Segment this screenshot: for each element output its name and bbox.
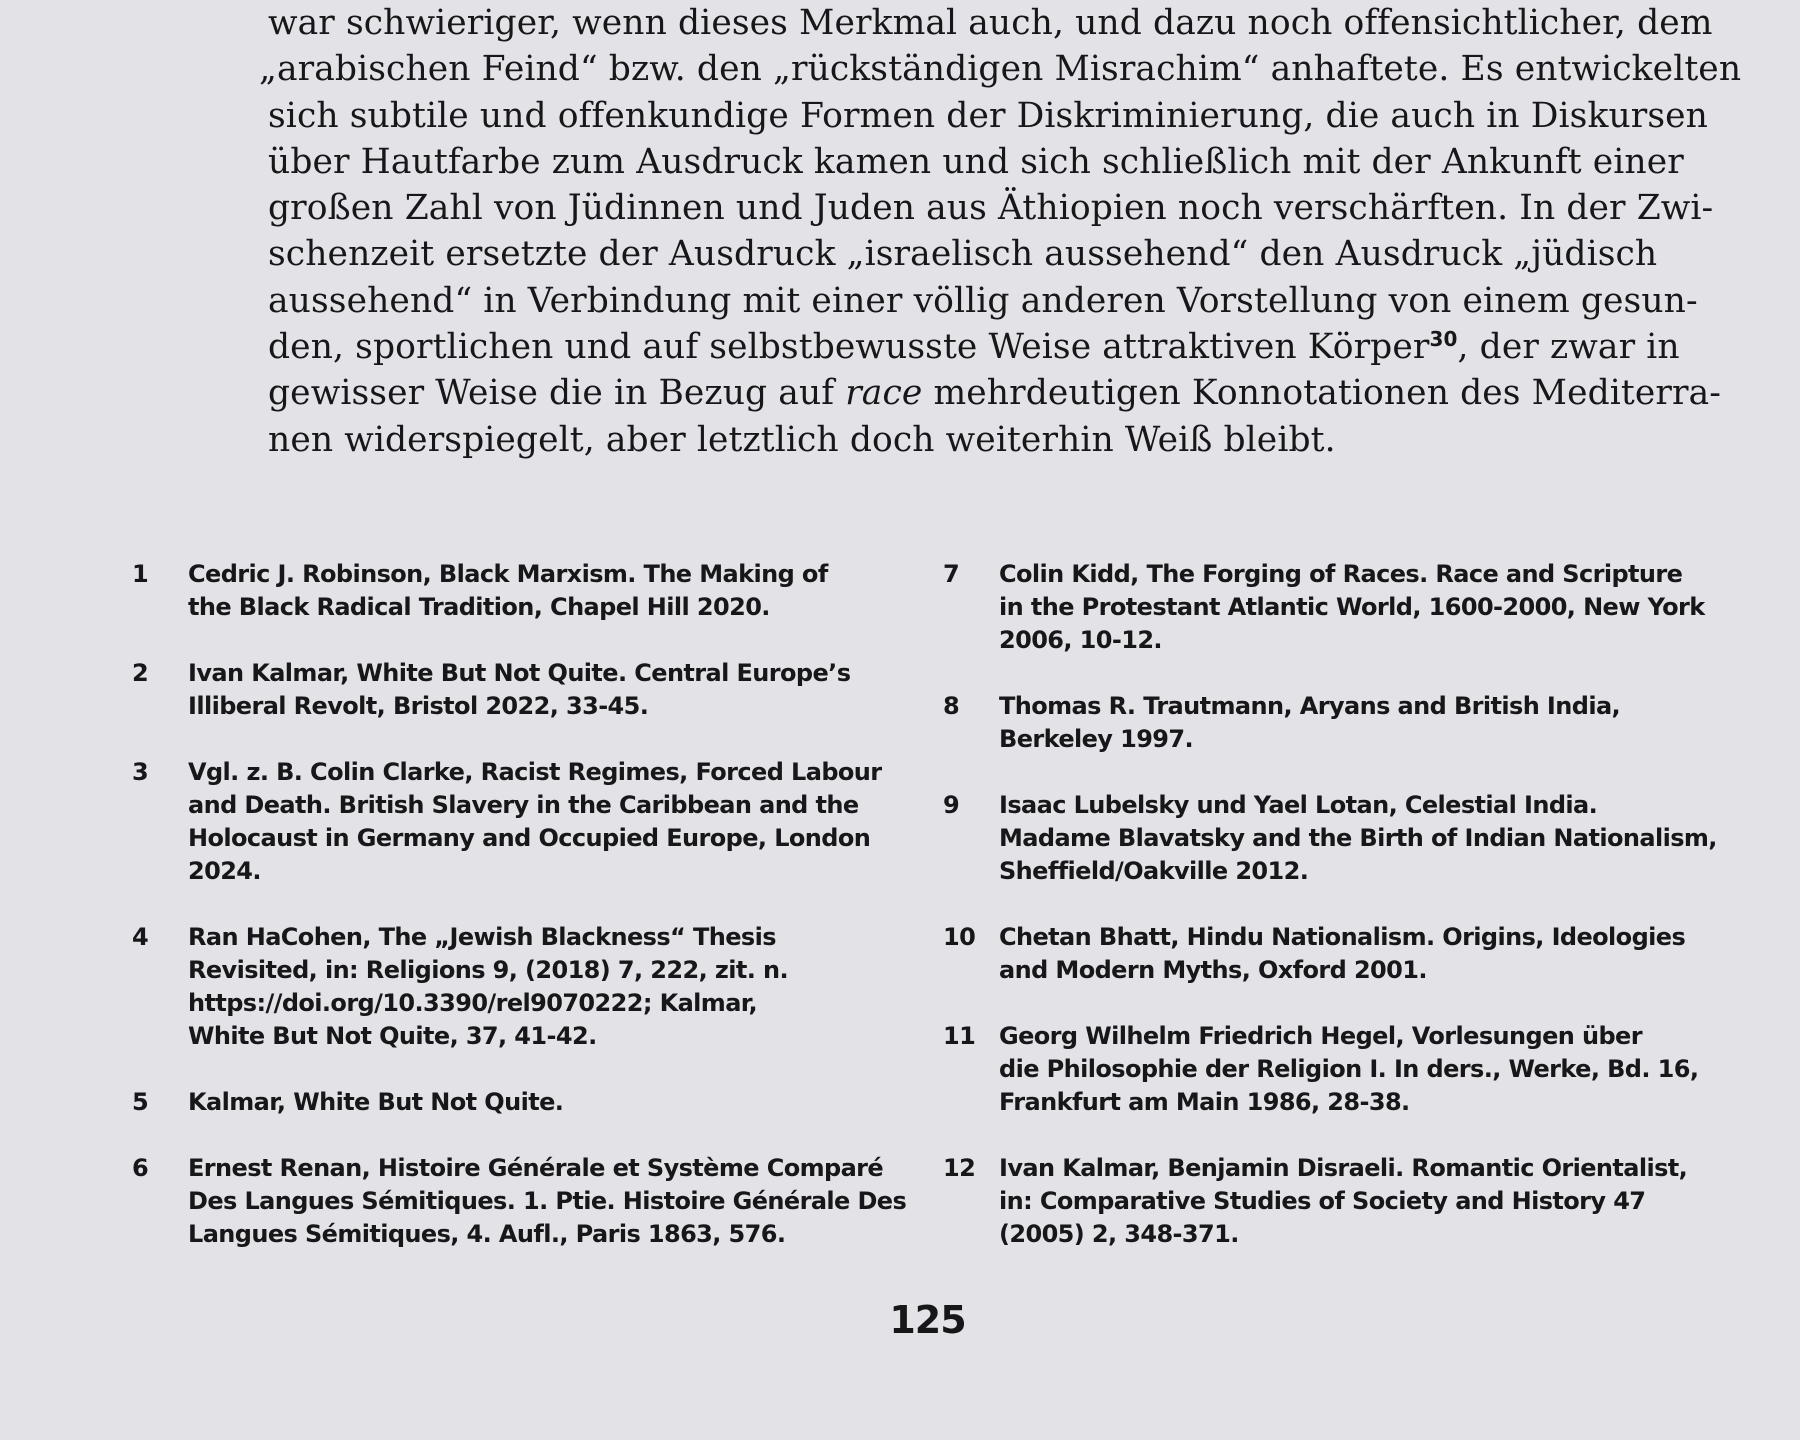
footnote-text <box>999 1020 1733 1119</box>
footnote-line: Ivan Kalmar, White But Not Quite. Central Europe’s <box>188 659 851 687</box>
footnote <box>132 1152 912 1251</box>
footnote-line: Georg Wilhelm Friedrich Hegel, Vorlesungen über <box>999 1022 1642 1050</box>
footnote-text <box>188 756 912 888</box>
footnote-line: 2006, 10-12. <box>999 626 1162 654</box>
paragraph-line: „arabischen Feind“ bzw. den „rückständigen Misrachim“ anhaftete. Es entwickelten <box>259 49 1742 90</box>
line-text: , der zwar in <box>1457 327 1680 368</box>
paragraph-line: schenzeit ersetzte der Ausdruck „israelisch aussehend“ den Ausdruck „jüdisch <box>268 234 1658 275</box>
footnote-text <box>999 789 1733 888</box>
footnote-text <box>188 1152 912 1251</box>
footnote-line: Isaac Lubelsky und Yael Lotan, Celestial India. <box>999 791 1598 819</box>
footnote-line: Ivan Kalmar, Benjamin Disraeli. Romantic Orientalist, <box>999 1154 1688 1182</box>
footnote-line: Sheffield/Oakville 2012. <box>999 857 1309 885</box>
footnote-text <box>188 657 912 723</box>
italic-term: race <box>845 373 923 414</box>
footnote-line: Illiberal Revolt, Bristol 2022, 33-45. <box>188 692 649 720</box>
footnote-line: Ernest Renan, Histoire Générale et Système Comparé <box>188 1154 884 1182</box>
main-paragraph <box>259 0 1742 463</box>
footnote <box>943 1152 1733 1251</box>
footnote-line: Colin Kidd, The Forging of Races. Race and Scripture <box>999 560 1683 588</box>
footnote-line: Ran HaCohen, The „Jewish Blackness“ Thesis <box>188 923 776 951</box>
footnote <box>132 657 912 723</box>
footnote <box>943 558 1733 657</box>
footnote-number: 6 <box>132 1154 149 1182</box>
footnote-number: 11 <box>943 1022 976 1050</box>
footnote <box>132 1086 912 1119</box>
footnote-line: the Black Radical Tradition, Chapel Hill 2020. <box>188 593 770 621</box>
footnote-number: 3 <box>132 758 149 786</box>
paragraph-line: aussehend“ in Verbindung mit einer völlig anderen Vorstellung von einem gesun- <box>268 280 1698 321</box>
footnote-line: Des Langues Sémitiques. 1. Ptie. Histoire Générale Des <box>188 1187 907 1215</box>
footnote <box>132 921 912 1053</box>
footnote <box>132 558 912 624</box>
footnote-text <box>188 558 912 624</box>
footnote-reference[interactable]: 30 <box>1429 327 1458 352</box>
footnote-line: Madame Blavatsky and the Birth of Indian Nationalism, <box>999 824 1717 852</box>
footnote <box>943 1020 1733 1119</box>
footnote-line: Langues Sémitiques, 4. Aufl., Paris 1863, 576. <box>188 1220 786 1248</box>
footnote-text <box>999 690 1733 756</box>
footnote-line: in the Protestant Atlantic World, 1600-2000, New York <box>999 593 1705 621</box>
footnote-line: 2024. <box>188 857 261 885</box>
footnote-line: Chetan Bhatt, Hindu Nationalism. Origins, Ideologies <box>999 923 1686 951</box>
footnote-line: and Death. British Slavery in the Caribbean and the <box>188 791 859 819</box>
paragraph-line: über Hautfarbe zum Ausdruck kamen und sich schließlich mit der Ankunft einer <box>268 141 1684 182</box>
footnote-number: 9 <box>943 791 960 819</box>
paragraph-line <box>268 324 1728 370</box>
footnote-line: Kalmar, White But Not Quite. <box>188 1088 564 1116</box>
footnote <box>943 921 1733 987</box>
paragraph-line: war schwieriger, wenn dieses Merkmal auch, und dazu noch offensichtlicher, dem <box>268 3 1713 43</box>
footnote <box>132 756 912 888</box>
footnote-text <box>999 1152 1733 1251</box>
paragraph-line: nen widerspiegelt, aber letztlich doch weiterhin Weiß bleibt. <box>268 419 1336 460</box>
footnote-number: 1 <box>132 560 149 588</box>
footnote-number: 2 <box>132 659 149 687</box>
footnote-number: 10 <box>943 923 976 951</box>
paragraph-line: sich subtile und offenkundige Formen der Diskriminierung, die auch in Diskursen <box>268 95 1709 136</box>
footnotes-right-column <box>943 558 1733 1284</box>
page-number: 125 <box>889 1298 966 1342</box>
footnote-line: (2005) 2, 348-371. <box>999 1220 1239 1248</box>
line-text: gewisser Weise die in Bezug auf <box>268 373 846 414</box>
footnote-line: Cedric J. Robinson, Black Marxism. The Making of <box>188 560 828 588</box>
footnote <box>943 789 1733 888</box>
footnote <box>943 690 1733 756</box>
footnote-text <box>999 921 1733 987</box>
footnote-number: 4 <box>132 923 149 951</box>
footnote-text <box>188 921 912 1053</box>
footnotes-left-column <box>132 558 912 1284</box>
footnote-number: 8 <box>943 692 960 720</box>
line-text: den, sportlichen und auf selbstbewusste Weise attraktiven Körper <box>268 327 1430 368</box>
footnote-line: die Philosophie der Religion I. In ders., Werke, Bd. 16, <box>999 1055 1699 1083</box>
footnote-line: https://doi.org/10.3390/rel9070222; Kalmar, <box>188 989 758 1017</box>
footnote-line: in: Comparative Studies of Society and History 47 <box>999 1187 1646 1215</box>
footnote-line: Holocaust in Germany and Occupied Europe, London <box>188 824 871 852</box>
paragraph-line: großen Zahl von Jüdinnen und Juden aus Äthiopien noch verschärften. In der Zwi- <box>268 188 1714 229</box>
line-text: mehrdeutigen Konnotationen des Mediterra- <box>922 373 1721 414</box>
footnote-number: 12 <box>943 1154 976 1182</box>
footnote-line: Revisited, in: Religions 9, (2018) 7, 222, zit. n. <box>188 956 788 984</box>
footnote-line: White But Not Quite, 37, 41-42. <box>188 1022 597 1050</box>
footnote-number: 5 <box>132 1088 149 1116</box>
footnote-text <box>999 558 1733 657</box>
footnote-line: Thomas R. Trautmann, Aryans and British India, <box>999 692 1621 720</box>
footnote-line: and Modern Myths, Oxford 2001. <box>999 956 1427 984</box>
footnote-line: Vgl. z. B. Colin Clarke, Racist Regimes, Forced Labour <box>188 758 882 786</box>
footnote-line: Berkeley 1997. <box>999 725 1194 753</box>
footnote-text <box>188 1086 912 1119</box>
paragraph-line <box>268 370 1728 416</box>
footnote-number: 7 <box>943 560 960 588</box>
footnote-line: Frankfurt am Main 1986, 28-38. <box>999 1088 1410 1116</box>
